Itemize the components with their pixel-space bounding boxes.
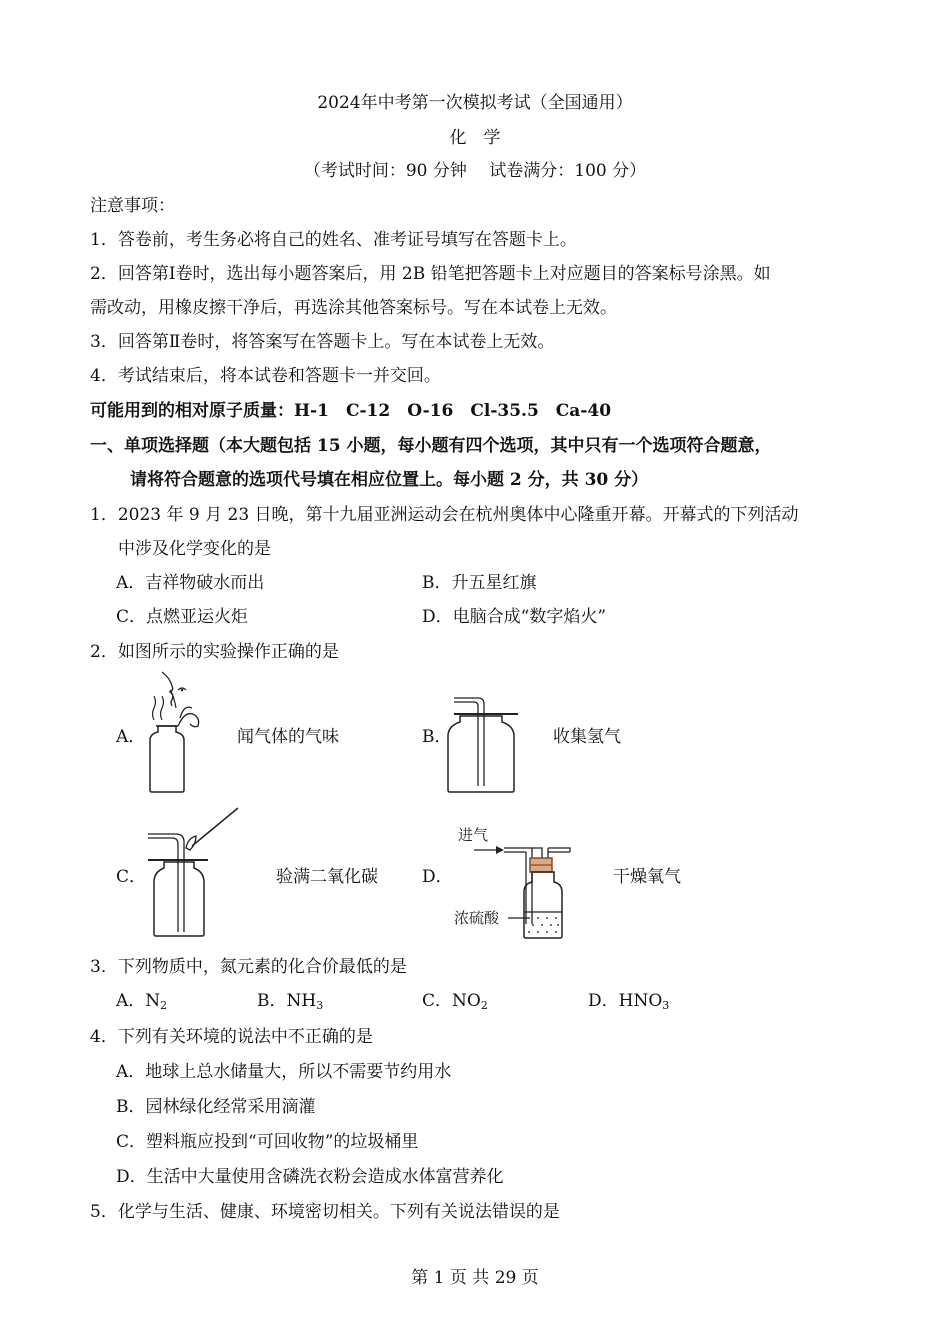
q2-option-b-caption: 收集氢气 [553, 727, 621, 747]
smelling-gas-figure [140, 668, 220, 798]
q1-option-b: B．升五星红旗 [422, 573, 537, 593]
co2-full-check-figure [140, 806, 250, 942]
subject-title: 化 学 [449, 128, 501, 148]
q4-option-c: C．塑料瓶应投到“可回收物”的垃圾桶里 [116, 1132, 419, 1152]
q1-option-d: D．电脑合成“数字焰火” [422, 607, 607, 627]
q2-option-d-label: D． [422, 867, 453, 887]
atomic-masses: 可能用到的相对原子质量：H-1 C-12 O-16 Cl-35.5 Ca-40 [90, 401, 612, 421]
q3-option-a: A．$N_2$ [116, 991, 168, 1012]
question-5-stem: 5．化学与生活、健康、环境密切相关。下列有关说法错误的是 [90, 1202, 560, 1222]
question-2-stem: 2．如图所示的实验操作正确的是 [90, 642, 339, 662]
section-heading: 一、单项选择题（本大题包括 15 小题，每小题有四个选项，其中只有一个选项符合题意， [90, 436, 772, 456]
q2-option-a-label: A． [116, 727, 146, 747]
notice-item: 2．回答第Ⅰ卷时，选出每小题答案后，用 2B 铅笔把答题卡上对应题目的答案标号涂黑。如 [90, 264, 771, 284]
q4-option-d: D．生活中大量使用含磷洗衣粉会造成水体富营养化 [116, 1167, 504, 1187]
notice-item: 需改动，用橡皮擦干净后，再选涂其他答案标号。写在本试卷上无效。 [90, 298, 617, 318]
dry-oxygen-figure [452, 820, 582, 942]
notice-item: 1．答卷前，考生务必将自己的姓名、准考证号填写在答题卡上。 [90, 230, 577, 250]
notice-item: 3．回答第Ⅱ卷时，将答案写在答题卡上。写在本试卷上无效。 [90, 332, 555, 352]
section-heading-cont: 请将符合题意的选项代号填在相应位置上。每小题 2 分，共 30 分） [130, 470, 649, 490]
q2-option-b-label: B． [422, 727, 452, 747]
acid-label: 浓硫酸 [454, 909, 500, 927]
q3-option-d: D．$HNO_3$ [588, 991, 670, 1012]
collect-hydrogen-figure [444, 696, 524, 798]
q2-option-d-caption: 干燥氧气 [613, 867, 681, 887]
q1-option-c: C．点燃亚运火炬 [116, 607, 249, 627]
q2-option-a-caption: 闻气体的气味 [237, 727, 339, 747]
q2-option-c-caption: 验满二氧化碳 [276, 867, 378, 887]
question-1-stem-cont: 中涉及化学变化的是 [118, 539, 271, 559]
q2-option-c-label: C． [116, 867, 147, 887]
inlet-label: 进气 [458, 826, 489, 844]
exam-title: 2024年中考第一次模拟考试（全国通用） [317, 93, 633, 113]
q3-option-c: C．$NO_2$ [422, 991, 488, 1012]
q4-option-a: A．地球上总水储量大，所以不需要节约用水 [116, 1062, 452, 1082]
exam-info: （考试时间：90 分钟 试卷满分：100 分） [303, 161, 647, 181]
notice-item: 4．考试结束后，将本试卷和答题卡一并交回。 [90, 366, 441, 386]
page-number: 第 1 页 共 29 页 [411, 1268, 539, 1288]
question-3-stem: 3．下列物质中，氮元素的化合价最低的是 [90, 957, 407, 977]
question-1-stem: 1．2023 年 9 月 23 日晚，第十九届亚洲运动会在杭州奥体中心隆重开幕。开幕式的下列活动 [90, 505, 799, 525]
notice-title: 注意事项： [90, 196, 175, 216]
q4-option-b: B．园林绿化经常采用滴灌 [116, 1097, 316, 1117]
q1-option-a: A．吉祥物破水而出 [116, 573, 265, 593]
question-4-stem: 4．下列有关环境的说法中不正确的是 [90, 1027, 373, 1047]
q3-option-b: B．$NH_3$ [257, 991, 324, 1012]
